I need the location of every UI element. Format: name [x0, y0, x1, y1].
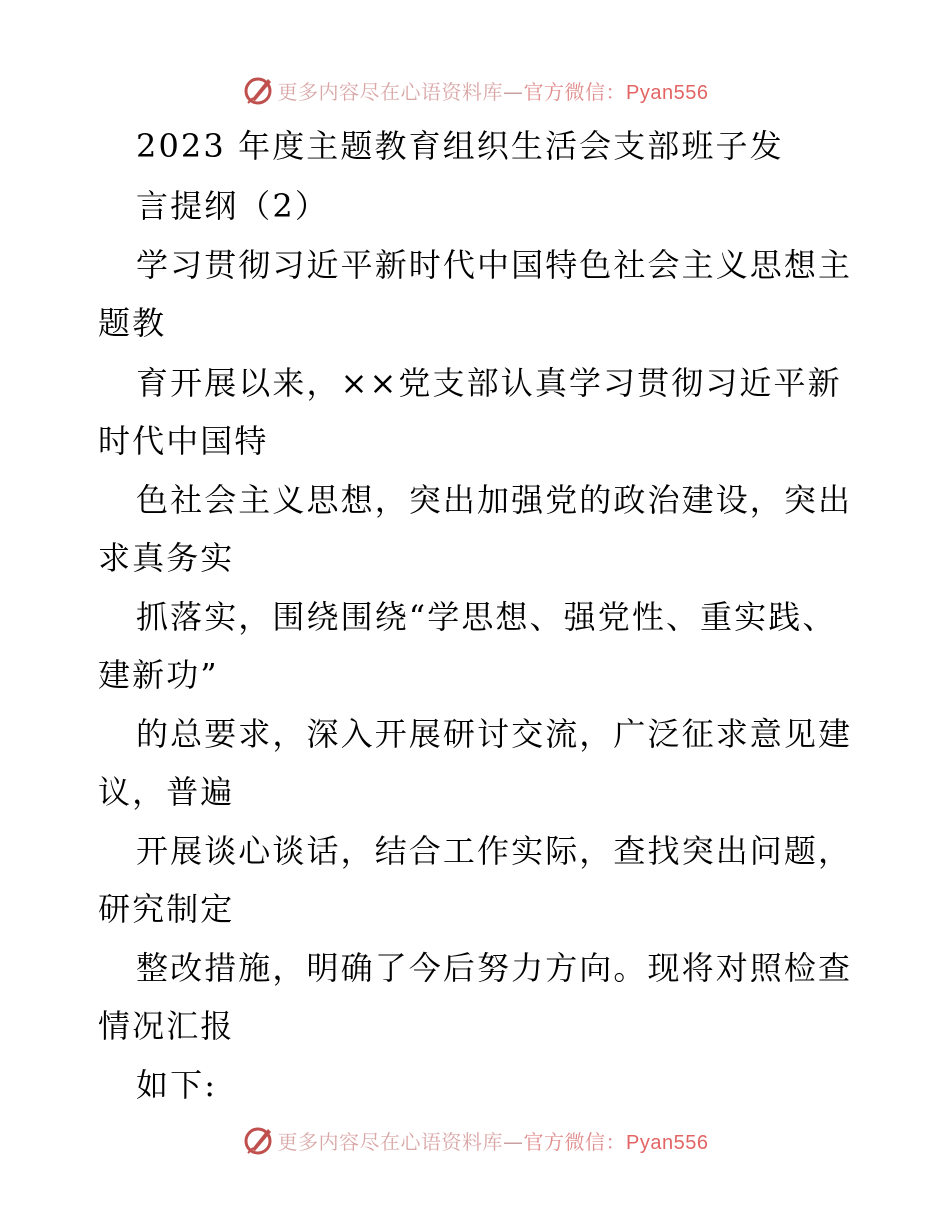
- paragraph-line: 开展谈心谈话，结合工作实际，查找突出问题，: [136, 832, 853, 870]
- paragraph-line: 时代中国特: [98, 422, 269, 460]
- watermark-dash: —: [503, 79, 524, 104]
- title-line-2: 言提纲（2）: [136, 187, 329, 225]
- footer-watermark: [0, 1122, 950, 1158]
- paragraph-line: 题教: [98, 304, 167, 342]
- paragraph-line: 的总要求，深入开展研讨交流，广泛征求意见建: [136, 715, 853, 753]
- paragraph-line: 整改措施，明确了今后努力方向。现将对照检查: [136, 949, 853, 987]
- paragraph-line: 求真务实: [98, 539, 235, 577]
- watermark-lead: 更多内容尽在心语资料库: [277, 1129, 504, 1154]
- paragraph-line: 建新功”: [98, 656, 219, 694]
- watermark-lead: 更多内容尽在心语资料库: [277, 79, 504, 104]
- paragraph-line: 情况汇报: [98, 1007, 235, 1045]
- paragraph-line: 育开展以来，××党支部认真学习贯彻习近平新: [136, 364, 842, 402]
- watermark-wechat-id: Pyan556: [626, 1131, 709, 1154]
- paragraph-line: 议，普遍: [98, 773, 235, 811]
- watermark-wechat-id: Pyan556: [626, 81, 709, 104]
- paragraph-line: 抓落实，围绕围绕“学思想、强党性、重实践、: [136, 598, 837, 636]
- watermark-wechat-label: 官方微信：: [523, 79, 627, 104]
- watermark-wechat-label: 官方微信：: [523, 1129, 627, 1154]
- watermark-dash: —: [503, 1129, 524, 1154]
- watermark-text: [278, 1126, 709, 1155]
- paragraph-line: 如下:: [136, 1066, 218, 1104]
- paragraph-line: 研究制定: [98, 890, 235, 928]
- paragraph-line: 学习贯彻习近平新时代中国特色社会主义思想主: [136, 246, 853, 284]
- title-line-1: 2023 年度主题教育组织生活会支部班子发: [136, 127, 784, 165]
- paragraph-line: 色社会主义思想，突出加强党的政治建设，突出: [136, 481, 853, 519]
- quill-pen-circle-icon: [242, 1123, 276, 1157]
